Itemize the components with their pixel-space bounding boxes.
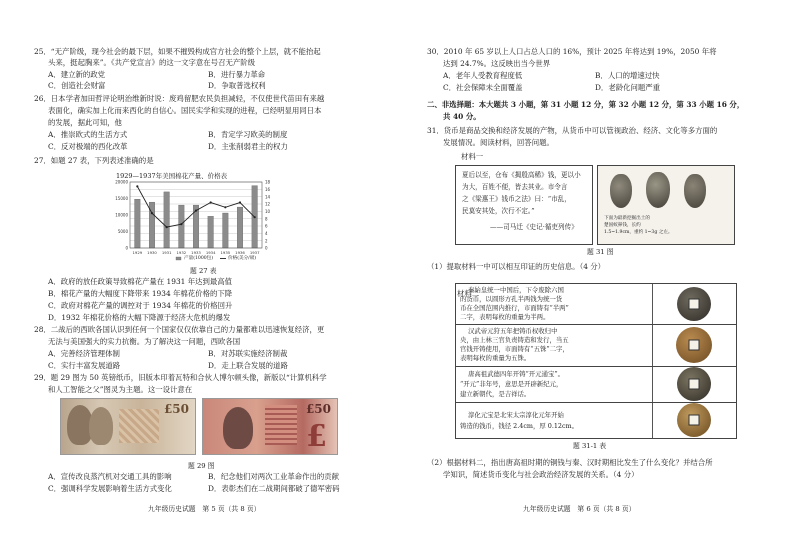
- row1-line-3: 币在全国范围内推行，市面铸有“半两”: [460, 304, 569, 312]
- q28-option-a[interactable]: A．完善经济管理体制: [48, 349, 120, 358]
- ant-nose-coins-figure: [597, 165, 735, 245]
- ant-nose-coin-1-icon: [610, 174, 632, 208]
- q28-option-c[interactable]: C．实行丰富发展道路: [48, 361, 121, 370]
- q25-option-a[interactable]: A．建立新的政党: [48, 70, 106, 79]
- q30-stem-2: 达到 24.7%。这反映出当今世界: [443, 59, 551, 68]
- material1-line-4: 民莫安其处，次行不定。”: [462, 207, 535, 215]
- q29-option-c[interactable]: C．强调科学发展影响着生活方式变化: [48, 484, 172, 493]
- x-tick-label: 1934: [205, 250, 216, 255]
- table-row: [456, 402, 736, 438]
- q28-option-b[interactable]: B．对苏联实施经济制裁: [208, 349, 288, 358]
- q27-option-c[interactable]: C．政府对棉花产量的调控对于 1934 年棉花的价格回升: [48, 301, 233, 310]
- engine-drawing-icon: [119, 409, 159, 443]
- price-point: [224, 206, 226, 208]
- q26-option-c[interactable]: C．反对极端的西化改革: [48, 142, 128, 151]
- row1-line-2: 的货币，以圆形方孔半两钱为统一货: [460, 295, 563, 303]
- q28-stem-1: 28．二战后的西欧各国认识到任何一个国家仅仅依靠自己的力量都难以迅速恢复经济，更: [34, 325, 325, 334]
- q27-table-caption: 题 27 表: [190, 267, 217, 275]
- left-tick-label: 5000: [117, 229, 128, 235]
- row2-line-3: 官钱开铸使用，市面铸有“五铢”二字，: [460, 345, 569, 353]
- material2-label: 材料二: [457, 289, 480, 298]
- right-tick-label: 6: [265, 223, 268, 229]
- production-bar: [135, 199, 141, 248]
- q31-stem-1: 31．货币是商品交换和经济发展的产物，从货币中可以管视政治、经济、文化等多方面的: [427, 126, 718, 135]
- production-bar: [237, 207, 243, 248]
- right-tick-label: 16: [265, 186, 271, 192]
- material2-table: [455, 283, 737, 439]
- denomination-symbol-new: £50: [305, 402, 331, 416]
- left-tick-label: 15000: [115, 196, 128, 202]
- production-bar: [164, 192, 170, 248]
- chunhua-coin-icon: [677, 403, 711, 437]
- row2-line-1: 汉武帝元狩五年把铸币权收归中: [468, 327, 558, 335]
- price-point: [195, 210, 197, 212]
- portrait-boulton-icon: [89, 407, 113, 445]
- x-tick-label: 1930: [147, 250, 157, 255]
- material1-label: 材料一: [461, 152, 484, 161]
- fig31-caption: 题 31 图: [587, 248, 614, 256]
- row3-line-3: 建立新朝代，是吉祥话。: [460, 390, 531, 398]
- price-point: [166, 226, 168, 228]
- right-tick-label: 10: [265, 208, 271, 214]
- price-point: [210, 201, 212, 203]
- row1-line-4: 二字，表明每枚的重量为半两。: [460, 313, 550, 321]
- ant-nose-coin-3-icon: [684, 174, 706, 208]
- right-tick-label: 8: [265, 216, 268, 222]
- x-tick-label: 1936: [235, 250, 245, 255]
- q25-stem-1: 25．“无产阶级，现今社会的最下层，如果不摧毁构成官方社会的整个上层，就不能抬起: [34, 47, 321, 56]
- right-page: [397, 0, 794, 546]
- banknote-old-image: [60, 398, 196, 455]
- q30-option-a[interactable]: A．老年人受教育程度低: [443, 71, 523, 80]
- chart-title: 1929—1937年美国棉花产量、价格表: [116, 172, 228, 180]
- row3-line-2: “开元”非年号，意思是开辟新纪元，: [460, 380, 563, 388]
- q29-option-a[interactable]: A．宣传改良蒸汽机对交通工具的影响: [48, 472, 172, 481]
- q31-sub1: （1）提取材料一中可以相互印证的历史信息。（4 分）: [427, 262, 606, 271]
- section2-heading-1: 二、非选择题：本大题共 3 小题，第 31 小题 12 分，第 32 小题 12 分，第 33 小题 16 分，: [427, 100, 745, 109]
- price-point: [239, 201, 241, 203]
- q30-option-d[interactable]: D．老龄化问题严重: [595, 83, 661, 92]
- q29-option-b[interactable]: B．纪念他们对两次工业革命作出的贡献: [208, 472, 340, 481]
- row2-line-2: 央，由上林三官负责铸造和发行，当五: [460, 336, 569, 344]
- cotton-chart: [112, 170, 280, 270]
- row4-line-2: 铸造的钱币，钱径 2.4cm，厚 0.12cm。: [460, 422, 579, 430]
- x-tick-label: 1937: [249, 250, 260, 255]
- right-tick-label: 12: [265, 201, 271, 207]
- q25-option-d[interactable]: D．争取普选权利: [208, 81, 266, 90]
- production-bar: [208, 216, 214, 248]
- q31-sub2-1: （2）根据材料二，指出唐高祖时期的铜钱与秦、汉时期相比发生了什么变化？并结合所: [427, 458, 713, 467]
- ant-nose-coin-2-icon: [646, 172, 670, 208]
- q26-stem-3: 的发展，据此可知，他: [48, 118, 122, 127]
- portrait-turing-icon: [223, 407, 253, 449]
- legend-bar-swatch: [176, 257, 181, 260]
- x-tick-label: 1935: [220, 250, 231, 255]
- q30-option-c[interactable]: C．社会保障未全面覆盖: [443, 83, 523, 92]
- legend-production: 产量(1000包): [184, 256, 214, 261]
- q25-option-b[interactable]: B．进行暴力革命: [208, 70, 266, 79]
- x-tick-label: 1929: [132, 250, 143, 255]
- material1-line-2: 为大，百姓不便，皆去其业。市令言: [462, 183, 568, 191]
- q27-option-b[interactable]: B．棉花产量的大幅度下降带来 1934 年棉花价格的下降: [48, 289, 233, 298]
- price-point: [151, 212, 153, 214]
- left-footer: 九年级历史试题 第 5 页（共 8 页）: [148, 505, 261, 513]
- section2-heading-2: 共 40 分。: [443, 112, 481, 121]
- q25-stem-2: 头来，挺起胸来”。《共产党宣言》的这一文字意在号召无产阶级: [48, 58, 256, 67]
- price-point: [136, 185, 138, 187]
- price-point: [254, 216, 256, 218]
- right-footer: 九年级历史试题 第 6 页（共 8 页）: [523, 505, 636, 513]
- q27-option-a[interactable]: A．政府的放任政策导致棉花产量在 1931 年达到最高值: [48, 277, 233, 286]
- q29-stem-2: 和人工智能之父”图灵为主题。这一设计意在: [48, 385, 193, 394]
- x-tick-label: 1932: [176, 250, 187, 255]
- row3-line-1: 唐高祖武德四年开铸“开元通宝”。: [468, 370, 565, 378]
- coin-note-line-1: 下面为最新挖掘出土的: [604, 216, 650, 221]
- q26-option-d[interactable]: D．主张削弱君主的权力: [208, 142, 288, 151]
- right-tick-label: 2: [265, 238, 268, 244]
- q26-stem-1: 26．日本学者加田哲评论明治维新时说：废鸡留肥农民负担减轻，不仅使世代苗田有来越: [34, 94, 325, 103]
- q31-sub2-2: 学知识，简述货币变化与社会政治经济发展的关系。（4 分）: [443, 470, 639, 479]
- coin-note-line-2: 楚国蚁鼻钱，长约: [604, 223, 641, 228]
- q30-option-b[interactable]: B．人口的增速过快: [595, 71, 660, 80]
- q31-stem-2: 发展情况。阅读材料，回答问题。: [443, 138, 554, 147]
- right-tick-label: 18: [265, 179, 271, 185]
- banknote-new-image: [202, 398, 338, 455]
- q29-figure-caption: 题 29 图: [188, 462, 215, 470]
- banliang-coin-icon: [677, 287, 711, 321]
- left-tick-label: 10000: [115, 212, 128, 218]
- q26-option-b[interactable]: B．肯定学习欧美的制度: [208, 130, 288, 139]
- material1-box: [455, 165, 593, 245]
- left-tick-label: 20000: [115, 179, 128, 185]
- q29-option-d[interactable]: D．表彰杰们在二战期间都破了德军密码: [208, 484, 340, 493]
- q27-option-d[interactable]: D．1932 年棉花价格的大幅下降源于经济大危机的爆发: [48, 313, 231, 322]
- chart-bars: [135, 186, 258, 248]
- table-row: [456, 284, 736, 325]
- material1-source: ——司马迁《史记·循吏列传》: [490, 223, 578, 231]
- right-tick-label: 0: [265, 245, 268, 251]
- denomination-symbol-old: £50: [163, 402, 189, 416]
- machine-drawing-icon: [265, 405, 297, 445]
- legend-price: 价格(美分/磅): [228, 256, 257, 261]
- right-tick-label: 4: [265, 230, 268, 236]
- table-row: [456, 324, 736, 367]
- table-row: [456, 366, 736, 403]
- q28-option-d[interactable]: D．走上联合发展的道路: [208, 361, 288, 370]
- q27-stem: 27．如题 27 表，下列表述准确的是: [34, 156, 154, 165]
- row1-line-1: 秦始皇统一中国后，下令废除六国: [468, 286, 564, 294]
- left-tick-label: 0: [125, 245, 128, 251]
- pound-icon: £: [306, 419, 327, 454]
- price-point: [180, 223, 182, 225]
- kaiyuan-coin-icon: [677, 367, 711, 401]
- x-tick-label: 1931: [161, 250, 172, 255]
- q26-option-a[interactable]: A．推崇欧式的生活方式: [48, 130, 128, 139]
- q28-stem-2: 无法与美国强大的实力抗衡。为了解决这一问题，西欧各国: [48, 337, 241, 346]
- right-tick-label: 14: [265, 194, 271, 200]
- q30-stem-1: 30．2010 年 65 岁以上人口占总人口的 16%，预计 2025 年将达到 19%，2050 年将: [427, 47, 717, 56]
- q25-option-c[interactable]: C．创造社会财富: [48, 81, 106, 90]
- row2-line-4: 表明每枚的重量为五铢。: [460, 354, 531, 362]
- coin-note-line-3: 1.5~1.9cm，重约 1~3g 之左。: [604, 230, 673, 235]
- q29-stem-1: 29．题 29 图为 50 英镑纸币，旧版本印着瓦特和合伙人博尔顿头像，新版以“计算机科学: [34, 373, 327, 382]
- row4-line-1: 淳化元宝是北宋太宗淳化元年开始: [468, 411, 564, 419]
- table31-caption: 题 31-1 表: [573, 442, 607, 450]
- production-bar: [179, 205, 185, 248]
- material1-line-1: 夏后以至，仓布《揭殷高稀》钱，更以小: [462, 171, 581, 179]
- q26-stem-2: 表面化，确实加上化而来西化的自信心。国民实学和实现的进程，已经明显用同日本: [48, 106, 322, 115]
- wuzhu-coin-icon: [676, 327, 712, 363]
- material1-line-3: 之《梁惠王》钱币之法》曰：“市乱，: [462, 195, 571, 203]
- x-tick-label: 1933: [191, 250, 201, 255]
- production-bar: [223, 213, 229, 248]
